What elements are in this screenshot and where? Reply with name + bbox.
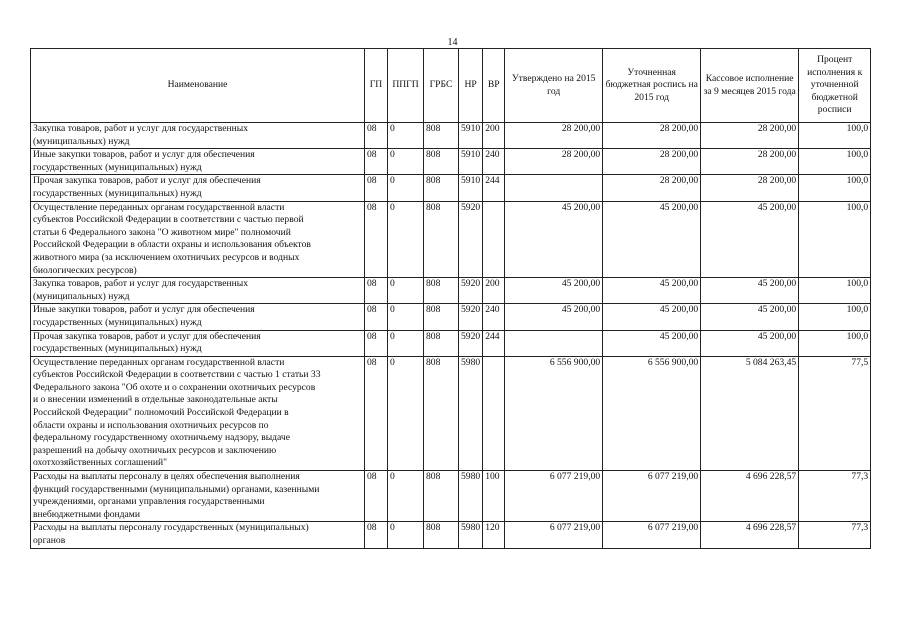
cell-vr: 244 (483, 330, 505, 356)
cell-cash: 4 696 228,57 (701, 471, 799, 522)
cell-nr: 5910 (459, 149, 483, 175)
cell-gp: 08 (365, 123, 388, 149)
cell-vr: 200 (483, 123, 505, 149)
cell-percent: 100,0 (799, 149, 871, 175)
cell-gp: 08 (365, 356, 388, 470)
cell-approved: 6 556 900,00 (505, 356, 603, 470)
column-header-approved: Утверждено на 2015 год (505, 49, 603, 123)
cell-refined: 28 200,00 (603, 123, 701, 149)
cell-vr: 120 (483, 522, 505, 548)
cell-gp: 08 (365, 201, 388, 278)
cell-grbs: 808 (424, 356, 459, 470)
cell-vr: 100 (483, 471, 505, 522)
cell-grbs: 808 (424, 304, 459, 330)
table-row (31, 471, 871, 522)
cell-ppgp: 0 (388, 522, 424, 548)
cell-cash: 45 200,00 (701, 201, 799, 278)
cell-refined: 45 200,00 (603, 304, 701, 330)
cell-nr: 5920 (459, 330, 483, 356)
cell-cash: 28 200,00 (701, 149, 799, 175)
cell-name: Осуществление переданных органам государственной власти субъектов Российской Федерации в соответствии с частью 1 статьи 33 Федерального закона "Об охоте и о сохранении охотничьих ресурсов и о внесении изменений в отдельные законодательные акты Российской Федерации" полномочий Российской Федерации в области охраны и использования охотничьих ресурсов по федеральному государственному охотничьему надзору, выдаче разрешений на добычу охотничьих ресурсов и заключению охотхозяйственных соглашений" (31, 356, 365, 470)
cell-cash: 45 200,00 (701, 278, 799, 304)
cell-nr: 5980 (459, 522, 483, 548)
table-row (31, 201, 871, 278)
cell-ppgp: 0 (388, 304, 424, 330)
cell-vr: 200 (483, 278, 505, 304)
cell-name: Расходы на выплаты персоналу государственных (муниципальных) органов (31, 522, 365, 548)
cell-vr: 244 (483, 175, 505, 201)
column-header-cash: Кассовое исполнение за 9 месяцев 2015 года (701, 49, 799, 123)
cell-grbs: 808 (424, 522, 459, 548)
cell-vr: 240 (483, 304, 505, 330)
cell-nr: 5980 (459, 471, 483, 522)
cell-cash: 28 200,00 (701, 175, 799, 201)
column-header-gp: ГП (365, 49, 388, 123)
cell-percent: 77,3 (799, 522, 871, 548)
cell-cash: 45 200,00 (701, 330, 799, 356)
table-row (31, 330, 871, 356)
cell-percent: 77,3 (799, 471, 871, 522)
cell-cash: 45 200,00 (701, 304, 799, 330)
cell-percent: 100,0 (799, 330, 871, 356)
cell-approved: 28 200,00 (505, 149, 603, 175)
cell-ppgp: 0 (388, 201, 424, 278)
cell-nr: 5920 (459, 278, 483, 304)
cell-grbs: 808 (424, 471, 459, 522)
column-header-percent: Процент исполнения к уточненной бюджетной росписи (799, 49, 871, 123)
cell-nr: 5910 (459, 175, 483, 201)
table-row (31, 149, 871, 175)
cell-refined: 45 200,00 (603, 330, 701, 356)
cell-vr: 240 (483, 149, 505, 175)
cell-grbs: 808 (424, 123, 459, 149)
cell-percent: 100,0 (799, 123, 871, 149)
cell-percent: 100,0 (799, 201, 871, 278)
cell-name: Иные закупки товаров, работ и услуг для обеспечения государственных (муниципальных) нужд (31, 149, 365, 175)
cell-gp: 08 (365, 330, 388, 356)
cell-refined: 28 200,00 (603, 175, 701, 201)
cell-name: Прочая закупка товаров, работ и услуг для обеспечения государственных (муниципальных) нужд (31, 175, 365, 201)
table-row (31, 278, 871, 304)
cell-refined: 6 556 900,00 (603, 356, 701, 470)
cell-ppgp: 0 (388, 330, 424, 356)
cell-gp: 08 (365, 471, 388, 522)
cell-grbs: 808 (424, 175, 459, 201)
cell-vr (483, 356, 505, 470)
cell-name: Прочая закупка товаров, работ и услуг для обеспечения государственных (муниципальных) нужд (31, 330, 365, 356)
cell-ppgp: 0 (388, 278, 424, 304)
cell-gp: 08 (365, 522, 388, 548)
cell-ppgp: 0 (388, 356, 424, 470)
cell-name: Закупка товаров, работ и услуг для государственных (муниципальных) нужд (31, 123, 365, 149)
column-header-name: Наименование (31, 49, 365, 123)
header-row (31, 49, 871, 123)
cell-refined: 28 200,00 (603, 149, 701, 175)
table-row (31, 522, 871, 548)
cell-vr (483, 201, 505, 278)
table-row (31, 175, 871, 201)
cell-refined: 6 077 219,00 (603, 522, 701, 548)
column-header-grbs: ГРБС (424, 49, 459, 123)
cell-gp: 08 (365, 175, 388, 201)
cell-grbs: 808 (424, 278, 459, 304)
cell-gp: 08 (365, 278, 388, 304)
cell-approved: 45 200,00 (505, 201, 603, 278)
cell-approved: 28 200,00 (505, 123, 603, 149)
page-number: 14 (447, 37, 458, 48)
cell-percent: 100,0 (799, 304, 871, 330)
cell-nr: 5910 (459, 123, 483, 149)
cell-ppgp: 0 (388, 471, 424, 522)
cell-grbs: 808 (424, 201, 459, 278)
cell-ppgp: 0 (388, 149, 424, 175)
cell-approved (505, 175, 603, 201)
cell-approved: 6 077 219,00 (505, 471, 603, 522)
column-header-ppgp: ППГП (388, 49, 424, 123)
cell-name: Закупка товаров, работ и услуг для государственных (муниципальных) нужд (31, 278, 365, 304)
cell-gp: 08 (365, 149, 388, 175)
column-header-refined: Уточненная бюджетная роспись на 2015 год (603, 49, 701, 123)
cell-gp: 08 (365, 304, 388, 330)
cell-ppgp: 0 (388, 123, 424, 149)
cell-percent: 100,0 (799, 175, 871, 201)
cell-name: Расходы на выплаты персоналу в целях обеспечения выполнения функций государственными (муниципальными) органами, казенными учреждениями, органами управления государственными внебюджетными фондами (31, 471, 365, 522)
cell-approved: 6 077 219,00 (505, 522, 603, 548)
table-header (31, 49, 871, 123)
cell-ppgp: 0 (388, 175, 424, 201)
column-header-nr: НР (459, 49, 483, 123)
table-body (31, 123, 871, 549)
cell-name: Иные закупки товаров, работ и услуг для обеспечения государственных (муниципальных) нужд (31, 304, 365, 330)
cell-grbs: 808 (424, 149, 459, 175)
table-row (31, 123, 871, 149)
cell-percent: 77,5 (799, 356, 871, 470)
cell-approved: 45 200,00 (505, 304, 603, 330)
cell-grbs: 808 (424, 330, 459, 356)
cell-approved: 45 200,00 (505, 278, 603, 304)
cell-name: Осуществление переданных органам государственной власти субъектов Российской Федерации в соответствии с частью первой статьи 6 Федерального закона "О животном мире" полномочий Российской Федерации в области охраны и использования объектов животного мира (за исключением охотничьих ресурсов и водных биологических ресурсов) (31, 201, 365, 278)
cell-cash: 28 200,00 (701, 123, 799, 149)
cell-refined: 6 077 219,00 (603, 471, 701, 522)
cell-refined: 45 200,00 (603, 278, 701, 304)
cell-nr: 5920 (459, 201, 483, 278)
column-header-vr: ВР (483, 49, 505, 123)
cell-percent: 100,0 (799, 278, 871, 304)
budget-execution-table (30, 48, 871, 549)
cell-nr: 5980 (459, 356, 483, 470)
table-row (31, 304, 871, 330)
cell-approved (505, 330, 603, 356)
table-row (31, 356, 871, 470)
cell-cash: 5 084 263,45 (701, 356, 799, 470)
cell-nr: 5920 (459, 304, 483, 330)
cell-cash: 4 696 228,57 (701, 522, 799, 548)
cell-refined: 45 200,00 (603, 201, 701, 278)
